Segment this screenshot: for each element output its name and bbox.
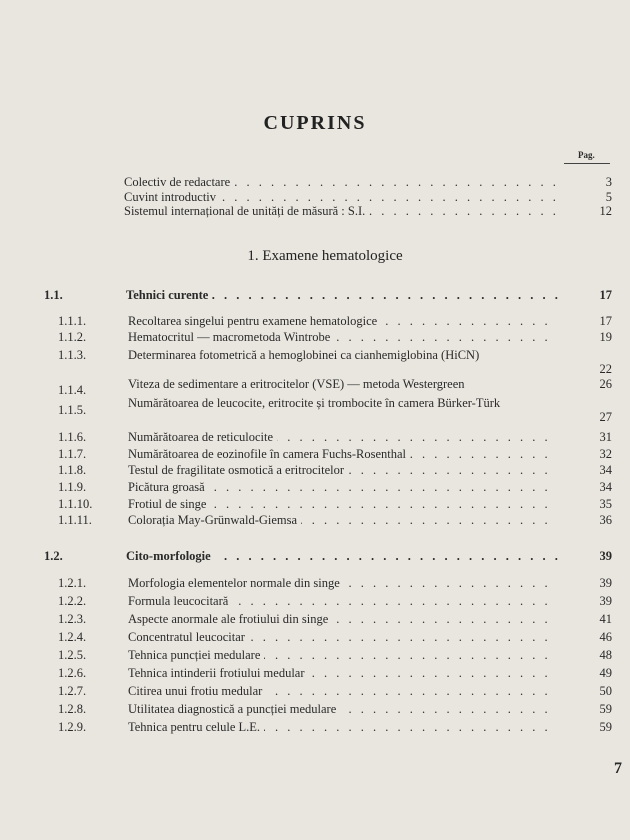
toc-entry-label: Numărătoarea de leucocite, eritrocite și trombocite în camera Bürker-Türk [128,396,501,410]
toc-entry-label: Determinarea fotometrică a hemoglobinei ca cianhemiglobina (HiCN) [128,348,480,362]
toc-entry-number: 1.2.9. [58,720,87,734]
toc-entry-label: Recoltarea singelui pentru examene hematologice [128,314,381,328]
toc-entry-number: 1.1.9. [58,480,87,494]
toc-entry-number: 1.2.6. [58,666,87,680]
page-title: CUPRINS [263,112,367,134]
toc-entry-number: 1.1.6. [58,430,87,444]
toc-entry-label: Utilitatea diagnostică a puncției medulare [128,702,340,716]
toc-section-page: 39 [599,549,612,563]
toc-section-number: 1.2. [44,549,63,563]
toc-entry-label: Hematocritul — macrometoda Wintrobe [128,330,334,344]
toc-entry-page: 39 [599,594,612,608]
toc-entry-page: 12 [599,204,612,218]
toc-entry-page: 27 [599,410,612,424]
toc-entry-page: 26 [599,377,612,391]
toc-entry-label: Colectiv de redactare [124,175,234,189]
toc-entry-number: 1.1.7. [58,447,87,461]
toc-entry-label: Tehnica intinderii frotiului medular [128,666,309,680]
toc-entry-number: 1.1.8. [58,463,87,477]
toc-entry-page: 22 [599,362,612,376]
toc-entry-page: 35 [599,497,612,511]
toc-section-number: 1.1. [44,288,63,302]
toc-section-label: Tehnici curente [126,288,212,302]
toc-entry-number: 1.1.11. [58,513,92,527]
toc-entry-page: 34 [599,480,612,494]
toc-entry-label: Picătura groasă [128,480,209,494]
page-column-label: Pag. [578,150,595,160]
toc-entry-label: Frotiul de singe [128,497,210,511]
toc-entry-number: 1.1.1. [58,314,87,328]
toc-entry-label: Concentratul leucocitar [128,630,249,644]
toc-entry-number: 1.2.3. [58,612,87,626]
toc-entry-number: 1.2.1. [58,576,87,590]
toc-section-page: 17 [599,288,612,302]
toc-entry-page: 32 [599,447,612,461]
toc-entry-number: 1.1.2. [58,330,87,344]
toc-entry-page: 59 [599,702,612,716]
toc-entry-page: 31 [599,430,612,444]
toc-entry-number: 1.1.10. [58,497,93,511]
toc-entry-label: Formula leucocitară [128,594,232,608]
toc-entry-page: 3 [605,175,612,189]
toc-entry-label: Sistemul internațional de unități de măsură : S.I. [124,204,369,218]
toc-entry-page: 41 [599,612,612,626]
toc-entry-page: 46 [599,630,612,644]
toc-entry-page: 39 [599,576,612,590]
toc-entry-number: 1.2.5. [58,648,87,662]
toc-entry-number: 1.2.2. [58,594,87,608]
toc-entry-page: 49 [599,666,612,680]
toc-entry-page: 17 [599,314,612,328]
toc-entry-page: 50 [599,684,612,698]
toc-entry-label: Viteza de sedimentare a eritrocitelor (VSE) — metoda Westergreen [128,377,465,391]
toc-entry-page: 36 [599,513,612,527]
toc-entry-page: 59 [599,720,612,734]
chapter-heading: 1. Examene hematologice [247,248,403,264]
page-number: 7 [614,760,622,777]
toc-entry-label: Testul de fragilitate osmotică a eritrocitelor [128,463,348,477]
toc-entry-page: 5 [605,190,612,204]
toc-entry-number: 1.2.4. [58,630,87,644]
toc-entry-page: 19 [599,330,612,344]
toc-entry-label: Cuvint introductiv [124,190,220,204]
toc-entry-label: Tehnica puncției medulare [128,648,264,662]
toc-entry-label: Aspecte anormale ale frotiului din singe [128,612,332,626]
toc-entry-label: Morfologia elementelor normale din singe [128,576,344,590]
toc-entry-page: 34 [599,463,612,477]
toc-section-label: Cito-morfologie [126,549,215,563]
toc-entry-label: Numărătoarea de eozinofile în camera Fuchs-Rosenthal [128,447,410,461]
toc-entry-label: Numărătoarea de reticulocite [128,430,277,444]
toc-entry-number: 1.2.8. [58,702,87,716]
page-column-rule [564,163,610,164]
toc-entry-number: 1.1.3. [58,348,87,362]
toc-entry-number: 1.1.4. [58,383,87,397]
toc-entry-label: Citirea unui frotiu medular [128,684,266,698]
toc-entry-number: 1.1.5. [58,403,87,417]
toc-entry-number: 1.2.7. [58,684,87,698]
toc-entry-page: 48 [599,648,612,662]
toc-entry-label: Colorația May-Grünwald-Giemsa [128,513,301,527]
toc-entry-label: Tehnica pentru celule L.E. [128,720,264,734]
